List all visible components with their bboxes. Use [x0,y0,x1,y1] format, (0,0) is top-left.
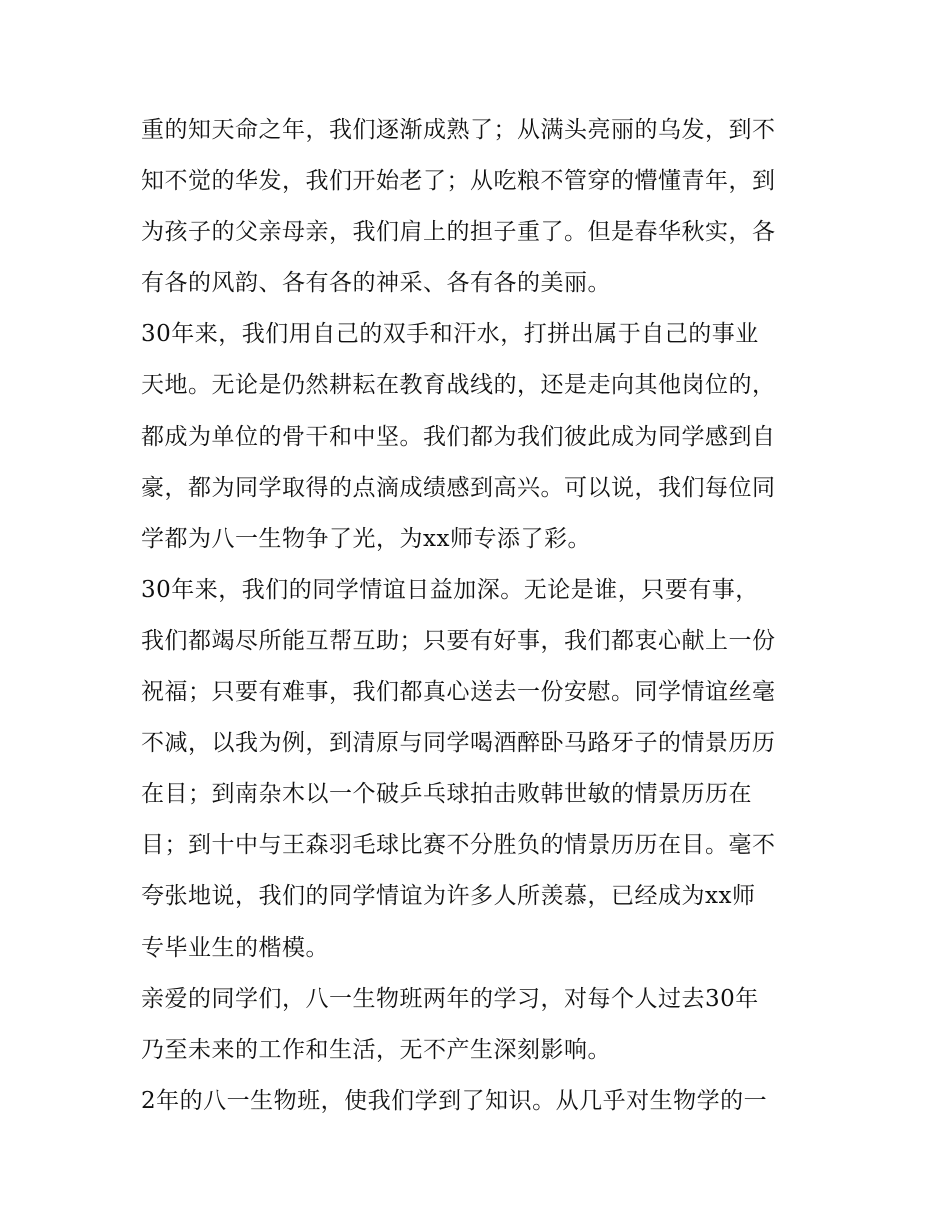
text-line: 豪，都为同学取得的点滴成绩感到高兴。可以说，我们每位同 [141,474,776,501]
text-line: 有各的风韵、各有各的神采、各有各的美丽。 [141,270,611,297]
text-line: 30年来，我们的同学情谊日益加深。无论是谁，只要有事， [141,576,759,603]
text-line: 夸张地说，我们的同学情谊为许多人所羡慕，已经成为xx师 [141,883,756,910]
text-line: 我们都竭尽所能互帮互助；只要有好事，我们都衷心献上一份 [141,627,776,654]
text-line: 亲爱的同学们，八一生物班两年的学习，对每个人过去30年 [141,985,759,1012]
text-line: 在目；到南杂木以一个破乒乓球拍击败韩世敏的情景历历在 [141,781,752,808]
text-line: 学都为八一生物争了光，为xx师专添了彩。 [141,525,591,552]
text-line: 重的知天命之年，我们逐渐成熟了；从满头亮丽的乌发，到不 [141,117,776,143]
body-text [141,105,821,1127]
text-line: 不减，以我为例，到清原与同学喝酒醉卧马路牙子的情景历历 [141,730,776,757]
text-line: 都成为单位的骨干和中坚。我们都为我们彼此成为同学感到自 [141,423,776,450]
text-line: 天地。无论是仍然耕耘在教育战线的，还是走向其他岗位的， [141,372,776,399]
text-line: 祝福；只要有难事，我们都真心送去一份安慰。同学情谊丝毫 [141,679,776,706]
text-line: 专毕业生的楷模。 [141,934,329,961]
text-line: 目；到十中与王森羽毛球比赛不分胜负的情景历历在目。毫不 [141,832,776,859]
text-line: 2年的八一生物班，使我们学到了知识。从几乎对生物学的一 [141,1087,768,1114]
text-line: 30年来，我们用自己的双手和汗水，打拼出属于自己的事业 [141,321,759,348]
text-line: 乃至未来的工作和生活，无不产生深刻影响。 [141,1036,611,1063]
text-line: 为孩子的父亲母亲，我们肩上的担子重了。但是春华秋实，各 [141,219,776,246]
text-line: 知不觉的华发，我们开始老了；从吃粮不管穿的懵懂青年，到 [141,168,776,195]
